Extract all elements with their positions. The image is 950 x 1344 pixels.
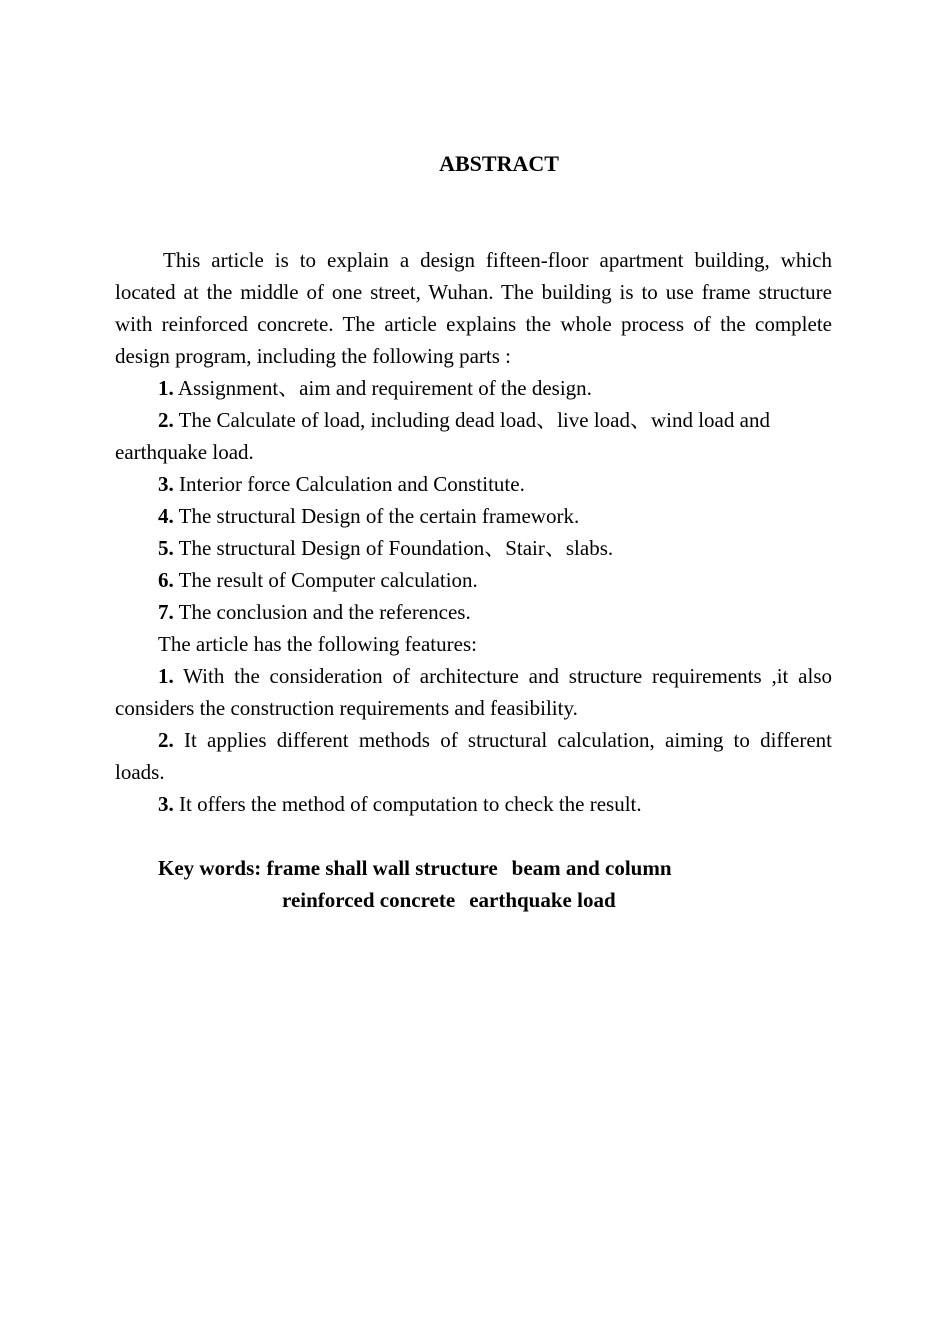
feature-number: 2.: [158, 728, 174, 752]
blank-line: [115, 820, 832, 852]
part-text: The result of Computer calculation.: [173, 568, 478, 592]
part-number: 7.: [158, 600, 174, 624]
feature-item-3: [115, 788, 832, 820]
part-text: The structural Design of Foundation、Stair、slabs.: [173, 536, 614, 560]
feature-text: With the consideration of architecture and structure requirements ,it also considers the construction requirements and feasibility.: [115, 664, 832, 720]
keywords-line-1: [115, 852, 832, 884]
feature-number: 1.: [158, 664, 174, 688]
part-text: The structural Design of the certain framework.: [173, 504, 580, 528]
keywords-label: Key words:: [158, 856, 262, 880]
keywords-line-2: [115, 884, 832, 916]
part-text: The Calculate of load, including dead load、live load、wind load and earthquake load.: [115, 408, 770, 464]
feature-text: It applies different methods of structural calculation, aiming to different loads.: [115, 728, 832, 784]
part-text: The conclusion and the references.: [173, 600, 471, 624]
abstract-body: [115, 244, 832, 916]
part-item-5: [115, 532, 832, 564]
part-number: 3.: [158, 472, 174, 496]
feature-item-1: [115, 660, 832, 724]
part-number: 2.: [158, 408, 174, 432]
feature-number: 3.: [158, 792, 174, 816]
keyword: earthquake load: [469, 888, 616, 912]
feature-text: It offers the method of computation to check the result.: [173, 792, 642, 816]
part-item-7: [115, 596, 832, 628]
part-number: 4.: [158, 504, 174, 528]
feature-item-2: [115, 724, 832, 788]
part-text: Interior force Calculation and Constitute.: [173, 472, 525, 496]
part-item-3: [115, 468, 832, 500]
part-number: 1.: [158, 376, 174, 400]
part-text: Assignment、aim and requirement of the design.: [173, 376, 592, 400]
keyword: frame shall wall structure: [266, 856, 498, 880]
keyword: reinforced concrete: [282, 888, 456, 912]
part-number: 5.: [158, 536, 174, 560]
features-intro: The article has the following features:: [158, 632, 477, 656]
intro-paragraph: This article is to explain a design fifteen-floor apartment building, which located at the middle of one street, Wuhan. The building is to use frame structure with reinforced concrete. The article explains the whole process of the complete design program, including the following parts :: [115, 248, 832, 368]
part-item-4: [115, 500, 832, 532]
part-number: 6.: [158, 568, 174, 592]
part-item-1: [115, 372, 832, 404]
part-item-2: [115, 404, 832, 468]
keyword: beam and column: [511, 856, 672, 880]
part-item-6: [115, 564, 832, 596]
page-title: ABSTRACT: [439, 151, 559, 176]
